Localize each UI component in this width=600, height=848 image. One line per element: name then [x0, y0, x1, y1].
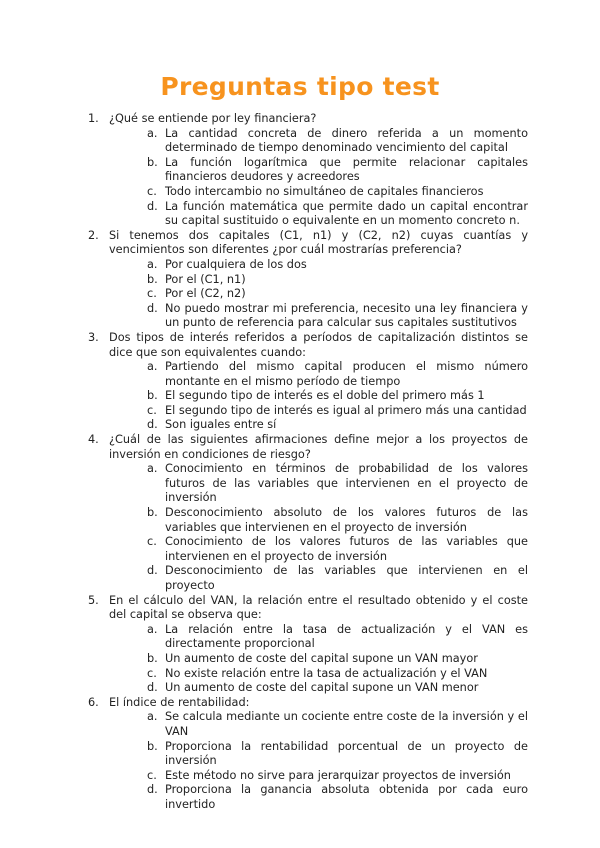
answer-option	[129, 740, 528, 769]
option-text: Conocimiento en términos de probabilidad de los valores futuros de las variables que intervienen en el proyecto de inversión	[165, 462, 528, 505]
answer-options	[109, 462, 528, 593]
answer-option	[129, 535, 528, 564]
option-text: La cantidad concreta de dinero referida a un momento determinado de tiempo denominado vencimiento del capital	[165, 126, 528, 155]
option-letter: c.	[147, 403, 157, 417]
option-letter: a.	[147, 126, 158, 140]
answer-options	[109, 127, 528, 229]
question-item	[88, 696, 528, 813]
option-text: Proporciona la rentabilidad porcentual de un proyecto de inversión	[165, 739, 528, 768]
option-text: Partiendo del mismo capital producen el mismo número montante en el mismo período de tiempo	[165, 360, 528, 388]
question-item	[88, 433, 528, 594]
option-text: Desconocimiento absoluto de los valores futuros de las variables que intervienen en el proyecto de inversión	[165, 506, 528, 534]
option-letter: d.	[147, 418, 158, 432]
question-number: 5.	[88, 593, 99, 607]
answer-option	[129, 506, 528, 535]
question-number: 2.	[88, 228, 99, 242]
question-text: ¿Cuál de las siguientes afirmaciones define mejor a los proyectos de inversión en condiciones de riesgo?	[109, 433, 528, 461]
answer-option	[129, 710, 528, 739]
question-text: En el cálculo del VAN, la relación entre el resultado obtenido y el coste del capital se observa que:	[109, 593, 528, 622]
answer-options	[109, 360, 528, 433]
option-text: La función matemática que permite dado un capital encontrar su capital sustituido o equivalente en un momento concreto n.	[165, 199, 528, 228]
option-letter: b.	[147, 651, 158, 665]
option-text: Este método no sirve para jerarquizar proyectos de inversión	[165, 768, 511, 782]
answer-option	[129, 462, 528, 506]
option-text: No puedo mostrar mi preferencia, necesito una ley financiera y un punto de referencia para calcular sus capitales sustitutivos	[165, 301, 528, 330]
option-letter: d.	[147, 564, 158, 578]
option-text: No existe relación entre la tasa de actualización y el VAN	[165, 666, 488, 680]
option-letter: a.	[147, 462, 158, 476]
option-text: Proporciona la ganancia absoluta obtenida por cada euro invertido	[165, 783, 528, 811]
answer-options	[109, 710, 528, 812]
option-letter: c.	[147, 768, 157, 782]
answer-option	[129, 360, 528, 389]
option-letter: c.	[147, 535, 157, 549]
answer-option	[129, 769, 528, 784]
question-number: 1.	[88, 112, 99, 125]
answer-option	[129, 783, 528, 812]
question-number: 6.	[88, 695, 99, 709]
question-text: ¿Qué se entiende por ley financiera?	[109, 112, 317, 125]
answer-option	[129, 623, 528, 652]
option-letter: c.	[147, 666, 157, 680]
option-text: Se calcula mediante un cociente entre coste de la inversión y el VAN	[165, 710, 528, 738]
question-item	[88, 112, 528, 229]
option-letter: d.	[147, 199, 158, 213]
answer-option	[129, 389, 528, 404]
answer-option	[129, 258, 528, 273]
option-letter: a.	[147, 257, 158, 271]
option-text: Desconocimiento de las variables que intervienen en el proyecto	[165, 564, 528, 592]
option-text: Un aumento de coste del capital supone un VAN mayor	[165, 651, 478, 665]
answer-option	[129, 404, 528, 419]
answer-option	[129, 185, 528, 200]
option-letter: b.	[147, 739, 158, 753]
question-text: Dos tipos de interés referidos a períodos de capitalización distintos se dice que son equivalentes cuando:	[109, 330, 528, 359]
answer-option	[129, 564, 528, 593]
option-text: Por el (C2, n2)	[165, 287, 246, 301]
question-text: El índice de rentabilidad:	[109, 695, 250, 709]
option-letter: d.	[147, 301, 158, 315]
question-text: Si tenemos dos capitales (C1, n1) y (C2, n2) cuyas cuantías y vencimientos son diferentes ¿por cuál mostrarías preferencia?	[109, 228, 528, 257]
option-text: Por cualquiera de los dos	[165, 257, 307, 271]
option-text: La función logarítmica que permite relacionar capitales financieros deudores y acreedores	[165, 155, 528, 184]
answer-option	[129, 681, 528, 696]
answer-option	[129, 418, 528, 433]
option-text: Un aumento de coste del capital supone un VAN menor	[165, 681, 479, 695]
option-letter: d.	[147, 681, 158, 695]
option-letter: b.	[147, 389, 158, 403]
option-letter: b.	[147, 506, 158, 520]
question-item	[88, 594, 528, 696]
option-text: El segundo tipo de interés es igual al primero más una cantidad	[165, 403, 527, 417]
answer-options	[109, 258, 528, 331]
question-list	[88, 112, 528, 813]
question-item	[88, 229, 528, 331]
option-text: Todo intercambio no simultáneo de capitales financieros	[165, 184, 484, 198]
option-text: La relación entre la tasa de actualización y el VAN es directamente proporcional	[165, 622, 528, 651]
option-letter: c.	[147, 287, 157, 301]
option-text: Por el (C1, n1)	[165, 272, 246, 286]
option-letter: c.	[147, 184, 157, 198]
answer-option	[129, 156, 528, 185]
answer-option	[129, 652, 528, 667]
option-letter: a.	[147, 622, 158, 636]
answer-option	[129, 127, 528, 156]
answer-option	[129, 287, 528, 302]
option-text: El segundo tipo de interés es el doble del primero más 1	[165, 389, 485, 403]
option-text: Son iguales entre sí	[165, 418, 277, 432]
option-letter: a.	[147, 710, 158, 724]
option-letter: b.	[147, 272, 158, 286]
question-number: 4.	[88, 433, 99, 447]
question-number: 3.	[88, 330, 99, 344]
option-text: Conocimiento de los valores futuros de las variables que intervienen en el proyecto de inversión	[165, 535, 528, 563]
option-letter: d.	[147, 783, 158, 797]
page-title: Preguntas tipo test	[160, 72, 440, 101]
option-letter: b.	[147, 155, 158, 169]
question-item	[88, 331, 528, 433]
answer-option	[129, 273, 528, 288]
answer-option	[129, 200, 528, 229]
answer-option	[129, 302, 528, 331]
answer-options	[109, 623, 528, 696]
option-letter: a.	[147, 360, 158, 374]
answer-option	[129, 667, 528, 682]
